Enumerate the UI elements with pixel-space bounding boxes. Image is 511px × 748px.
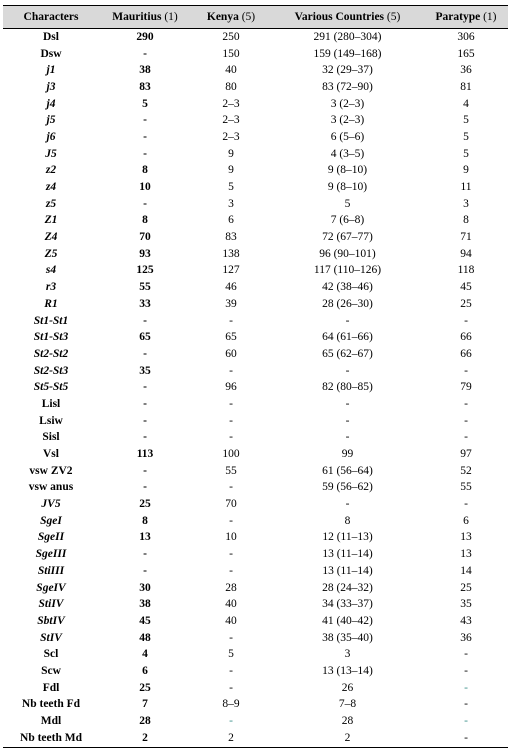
kenya-cell: 3	[228, 197, 234, 210]
various-countries-cell: 3 (2–3)	[330, 97, 365, 110]
table-row	[3, 496, 508, 513]
kenya-cell: -	[229, 397, 233, 410]
table-row	[3, 646, 508, 663]
mauritius-cell: 48	[139, 631, 151, 644]
char-cell: StIV	[40, 631, 62, 644]
mauritius-cell: 28	[139, 715, 151, 728]
mauritius-cell: 35	[139, 364, 151, 377]
char-cell: SgeI	[40, 514, 62, 527]
paratype-cell: -	[464, 715, 468, 728]
table-row	[3, 446, 508, 463]
paratype-cell: 8	[463, 214, 469, 227]
various-countries-cell: 59 (56–62)	[322, 481, 373, 494]
various-countries-cell: 8	[344, 514, 351, 527]
paratype-cell: 55	[460, 481, 472, 494]
char-cell: j6	[46, 130, 56, 143]
paratype-cell: 25	[460, 581, 472, 594]
table-row	[3, 363, 508, 380]
kenya-cell: 65	[225, 331, 237, 344]
kenya-cell: 9	[228, 164, 234, 177]
paratype-cell: 71	[460, 231, 472, 244]
char-cell: SbtIV	[37, 614, 65, 627]
kenya-cell: 96	[225, 381, 237, 394]
kenya-cell: 138	[222, 247, 240, 260]
table-row	[3, 563, 508, 580]
paratype-cell: 6	[463, 514, 469, 527]
table-row	[3, 329, 508, 346]
char-cell: s4	[45, 264, 57, 277]
char-cell: Dsw	[40, 47, 62, 60]
various-countries-cell: 7–8	[338, 698, 357, 711]
table-row	[3, 413, 508, 430]
paratype-cell: 5	[463, 130, 469, 143]
paratype-cell: 25	[460, 297, 472, 310]
table-body	[3, 29, 508, 748]
various-countries-cell: 83 (72–90)	[322, 80, 373, 93]
various-countries-cell: 41 (40–42)	[322, 614, 373, 627]
table-row	[3, 613, 508, 630]
char-cell: St1-St3	[33, 331, 69, 344]
paratype-cell: -	[464, 414, 468, 427]
table-row	[3, 229, 508, 246]
kenya-cell: 70	[225, 498, 237, 511]
paratype-cell: 81	[460, 80, 472, 93]
paratype-cell: -	[464, 397, 468, 410]
char-cell: Fdl	[42, 681, 60, 694]
various-countries-cell: 38 (35–40)	[322, 631, 373, 644]
various-countries-cell: 65 (62–67)	[322, 347, 373, 360]
char-cell: j4	[46, 97, 56, 110]
kenya-cell: 127	[222, 264, 240, 277]
kenya-cell: -	[229, 715, 233, 728]
mauritius-cell: -	[143, 431, 147, 444]
paratype-cell: -	[464, 664, 468, 677]
paratype-cell: 14	[460, 564, 472, 577]
mauritius-cell: 10	[139, 181, 151, 194]
various-countries-cell: 159 (149–168)	[313, 47, 382, 60]
char-cell: Z1	[44, 214, 58, 227]
table-row	[3, 480, 508, 497]
various-countries-cell: 96 (90–101)	[319, 247, 376, 260]
header-mauritius: Mauritius (1)	[99, 6, 191, 29]
kenya-cell: -	[229, 414, 233, 427]
various-countries-cell: 13 (13–14)	[322, 664, 373, 677]
table-row	[3, 530, 508, 547]
various-countries-cell: 12 (11–13)	[322, 531, 373, 544]
table-row	[3, 596, 508, 613]
char-cell: Scw	[41, 664, 61, 677]
table-row	[3, 630, 508, 647]
char-cell: r3	[45, 281, 57, 294]
paratype-cell: 35	[460, 598, 472, 611]
kenya-cell: -	[229, 481, 233, 494]
various-countries-cell: 82 (80–85)	[322, 381, 373, 394]
table-row	[3, 46, 508, 63]
table-row	[3, 379, 508, 396]
char-cell: z4	[45, 181, 57, 194]
mauritius-cell: -	[143, 397, 147, 410]
table-row	[3, 279, 508, 296]
kenya-cell: 100	[222, 448, 240, 461]
paratype-cell: 52	[460, 464, 472, 477]
table-row	[3, 730, 508, 747]
paratype-cell: -	[464, 314, 468, 327]
kenya-cell: 6	[228, 214, 234, 227]
char-cell: j1	[46, 64, 56, 77]
table-row	[3, 62, 508, 79]
table-row	[3, 396, 508, 413]
various-countries-cell: 2	[271, 730, 424, 747]
table-row	[3, 580, 508, 597]
various-countries-cell: 72 (67–77)	[322, 231, 373, 244]
paratype-cell: -	[464, 681, 468, 694]
various-countries-cell: 291 (280–304)	[313, 30, 382, 43]
char-cell: z5	[45, 197, 57, 210]
char-cell: z2	[45, 164, 57, 177]
mauritius-cell: 83	[139, 80, 151, 93]
various-countries-cell: 4 (3–5)	[330, 147, 365, 160]
mauritius-cell: 8	[142, 514, 148, 527]
kenya-cell: -	[229, 548, 233, 561]
mauritius-cell: -	[143, 197, 147, 210]
kenya-cell: -	[229, 514, 233, 527]
various-countries-cell: 9 (8–10)	[327, 181, 368, 194]
mauritius-cell: -	[143, 414, 147, 427]
mauritius-cell: -	[143, 381, 147, 394]
mauritius-cell: 8	[142, 164, 148, 177]
kenya-cell: 55	[225, 464, 237, 477]
various-countries-cell: 61 (56–64)	[322, 464, 373, 477]
kenya-cell: 9	[228, 147, 234, 160]
char-cell: Z5	[44, 247, 58, 260]
kenya-cell: 5	[228, 648, 234, 661]
header-various-countries: Various Countries (5)	[271, 6, 424, 29]
mauritius-cell: -	[143, 130, 147, 143]
kenya-cell: 250	[222, 30, 240, 43]
table-row	[3, 213, 508, 230]
various-countries-cell: 7 (6–8)	[330, 214, 365, 227]
table-row	[3, 129, 508, 146]
paratype-cell: 5	[463, 147, 469, 160]
table-row	[3, 296, 508, 313]
char-cell: vsw anus	[28, 481, 74, 494]
kenya-cell: -	[229, 664, 233, 677]
various-countries-cell: 32 (29–37)	[322, 64, 373, 77]
table-row	[3, 713, 508, 730]
various-countries-cell: 3	[344, 648, 351, 661]
kenya-cell: 2–3	[222, 114, 240, 127]
measurements-table	[3, 5, 508, 748]
mauritius-cell: 8	[142, 214, 148, 227]
various-countries-cell: 9 (8–10)	[327, 164, 368, 177]
mauritius-cell: -	[143, 481, 147, 494]
table-row	[3, 112, 508, 129]
kenya-cell: -	[229, 681, 233, 694]
various-countries-cell: 28	[341, 715, 354, 728]
mauritius-cell: 290	[136, 30, 154, 43]
table-row	[3, 430, 508, 447]
table-row	[3, 546, 508, 563]
mauritius-cell: 13	[139, 531, 151, 544]
char-cell: Nb teeth Fd	[21, 698, 81, 711]
paratype-cell: -	[464, 364, 468, 377]
char-cell: SgeII	[37, 531, 65, 544]
mauritius-cell: -	[143, 464, 147, 477]
table-row	[3, 513, 508, 530]
mauritius-cell: 7	[142, 698, 148, 711]
various-countries-cell: -	[345, 431, 350, 444]
paratype-cell: 66	[460, 347, 472, 360]
paratype-cell: 94	[460, 247, 472, 260]
kenya-cell: 2–3	[222, 130, 240, 143]
char-cell: R1	[44, 297, 58, 310]
mauritius-cell: -	[143, 147, 147, 160]
paratype-cell: -	[464, 498, 468, 511]
paratype-cell: 97	[460, 448, 472, 461]
various-countries-cell: 28 (24–32)	[322, 581, 373, 594]
mauritius-cell: -	[143, 314, 147, 327]
paratype-cell: 118	[457, 264, 475, 277]
various-countries-cell: 117 (110–126)	[313, 264, 382, 277]
mauritius-cell: 113	[136, 448, 154, 461]
various-countries-cell: 64 (61–66)	[322, 331, 373, 344]
paratype-cell: 43	[460, 614, 472, 627]
char-cell: Nb teeth Md	[3, 730, 99, 747]
paratype-cell: 13	[460, 548, 472, 561]
table-row	[3, 246, 508, 263]
char-cell: Lisl	[41, 397, 61, 410]
mauritius-cell: 65	[139, 331, 151, 344]
mauritius-cell: 2	[99, 730, 191, 747]
various-countries-cell: 13 (11–14)	[322, 564, 373, 577]
char-cell: St2-St3	[33, 364, 69, 377]
kenya-cell: 39	[225, 297, 237, 310]
header-row	[3, 6, 508, 29]
mauritius-cell: 6	[142, 664, 148, 677]
paratype-cell: -	[464, 431, 468, 444]
paratype-cell: 36	[460, 631, 472, 644]
various-countries-cell: 99	[341, 448, 354, 461]
char-cell: JV5	[41, 498, 61, 511]
mauritius-cell: -	[143, 564, 147, 577]
various-countries-cell: 3 (2–3)	[330, 114, 365, 127]
various-countries-cell: 13 (11–14)	[322, 548, 373, 561]
kenya-cell: -	[229, 364, 233, 377]
char-cell: St5-St5	[33, 381, 69, 394]
paratype-cell: 4	[463, 97, 469, 110]
char-cell: J5	[45, 147, 57, 160]
paratype-cell: 306	[457, 30, 475, 43]
char-cell: vsw ZV2	[29, 464, 73, 477]
kenya-cell: 2–3	[222, 97, 240, 110]
various-countries-cell: -	[345, 314, 350, 327]
various-countries-cell: 6 (5–6)	[330, 130, 365, 143]
header-paratype: Paratype (1)	[424, 6, 508, 29]
paratype-cell: 45	[460, 281, 472, 294]
various-countries-cell: -	[345, 414, 350, 427]
table-row	[3, 179, 508, 196]
paratype-cell: 165	[457, 47, 475, 60]
paratype-cell: 13	[460, 531, 472, 544]
mauritius-cell: -	[143, 347, 147, 360]
header-characters: Characters	[3, 6, 99, 29]
char-cell: Vsl	[43, 448, 59, 461]
various-countries-cell: 5	[344, 197, 351, 210]
kenya-cell: 40	[225, 614, 237, 627]
table-row	[3, 146, 508, 163]
kenya-cell: 60	[225, 347, 237, 360]
mauritius-cell: 93	[139, 247, 151, 260]
char-cell: SgeIII	[35, 548, 67, 561]
kenya-cell: 83	[225, 231, 237, 244]
table-row	[3, 680, 508, 697]
kenya-cell: 40	[225, 64, 237, 77]
mauritius-cell: 25	[139, 498, 151, 511]
mauritius-cell: -	[143, 114, 147, 127]
char-cell: Z4	[44, 231, 58, 244]
header-kenya: Kenya (5)	[191, 6, 271, 29]
kenya-cell: 80	[225, 80, 237, 93]
kenya-cell: -	[229, 631, 233, 644]
mauritius-cell: 70	[139, 231, 151, 244]
char-cell: St1-St1	[33, 314, 69, 327]
paratype-cell: 3	[463, 197, 469, 210]
kenya-cell: 28	[225, 581, 237, 594]
mauritius-cell: 45	[139, 614, 151, 627]
paratype-cell: 66	[460, 331, 472, 344]
various-countries-cell: 26	[341, 681, 354, 694]
mauritius-cell: 4	[142, 648, 148, 661]
kenya-cell: 46	[225, 281, 237, 294]
paratype-cell: 5	[463, 114, 469, 127]
char-cell: StiIII	[37, 564, 65, 577]
table-row	[3, 79, 508, 96]
mauritius-cell: 33	[139, 297, 151, 310]
table-row	[3, 263, 508, 280]
kenya-cell: 2	[191, 730, 271, 747]
mauritius-cell: -	[143, 47, 147, 60]
various-countries-cell: 42 (38–46)	[322, 281, 373, 294]
char-cell: Scl	[43, 648, 59, 661]
kenya-cell: 150	[222, 47, 240, 60]
various-countries-cell: -	[345, 364, 350, 377]
mauritius-cell: 38	[139, 64, 151, 77]
kenya-cell: -	[229, 431, 233, 444]
char-cell: SgeIV	[36, 581, 66, 594]
paratype-cell: 36	[460, 64, 472, 77]
kenya-cell: 10	[225, 531, 237, 544]
paratype-cell: 79	[460, 381, 472, 394]
table-row	[3, 29, 508, 46]
paratype-cell: 11	[460, 181, 472, 194]
table-row	[3, 346, 508, 363]
char-cell: St2-St2	[33, 347, 69, 360]
table-row	[3, 163, 508, 180]
mauritius-cell: 38	[139, 598, 151, 611]
various-countries-cell: -	[345, 397, 350, 410]
table-row	[3, 463, 508, 480]
various-countries-cell: 34 (33–37)	[322, 598, 373, 611]
mauritius-cell: -	[143, 548, 147, 561]
mauritius-cell: 5	[142, 97, 148, 110]
table-header	[3, 6, 508, 29]
char-cell: Lsiw	[39, 414, 63, 427]
char-cell: j3	[46, 80, 56, 93]
mauritius-cell: 55	[139, 281, 151, 294]
table-row	[3, 196, 508, 213]
char-cell: Mdl	[40, 715, 62, 728]
table-row	[3, 663, 508, 680]
kenya-cell: 5	[228, 181, 234, 194]
mauritius-cell: 30	[139, 581, 151, 594]
mauritius-cell: 25	[139, 681, 151, 694]
char-cell: Dsl	[43, 30, 59, 43]
table-row	[3, 96, 508, 113]
mauritius-cell: 125	[136, 264, 154, 277]
kenya-cell: 40	[225, 598, 237, 611]
paratype-cell: 9	[463, 164, 469, 177]
paratype-cell: -	[464, 698, 468, 711]
paratype-cell: -	[424, 730, 508, 747]
various-countries-cell: -	[345, 498, 350, 511]
char-cell: j5	[46, 114, 56, 127]
paratype-cell: -	[464, 648, 468, 661]
kenya-cell: -	[229, 314, 233, 327]
various-countries-cell: 28 (26–30)	[322, 297, 373, 310]
char-cell: Sisl	[42, 431, 60, 444]
kenya-cell: -	[229, 564, 233, 577]
table-row	[3, 313, 508, 330]
kenya-cell: 8–9	[222, 698, 240, 711]
char-cell: StiIV	[38, 598, 64, 611]
